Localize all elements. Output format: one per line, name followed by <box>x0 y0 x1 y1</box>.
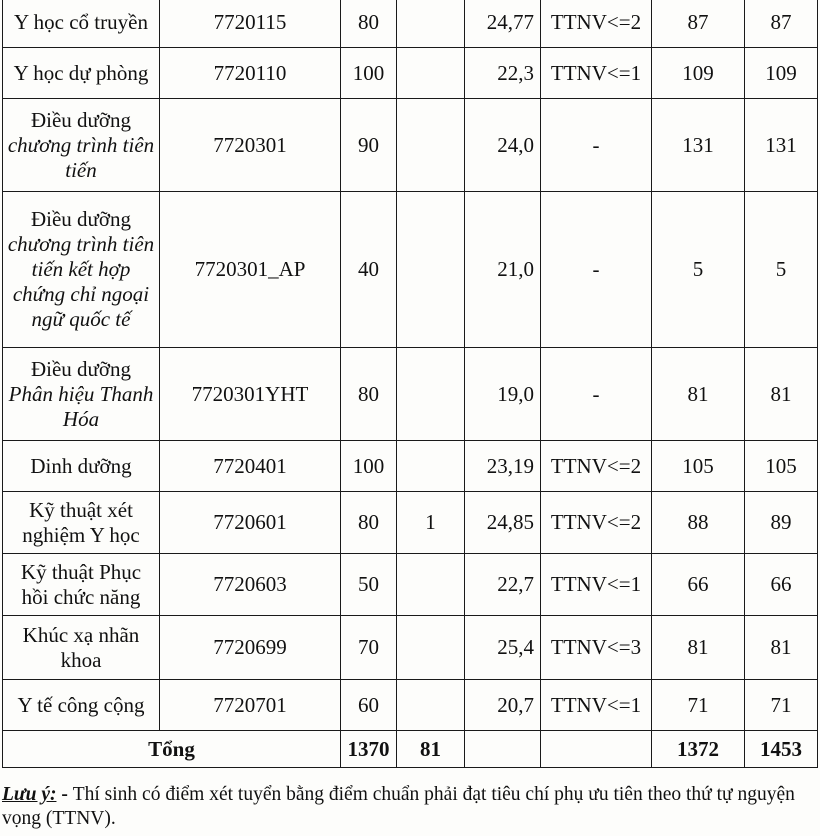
score-cell: 22,7 <box>465 554 541 616</box>
extra-cell <box>397 348 465 441</box>
quota-cell: 80 <box>341 348 397 441</box>
table-row <box>3 441 818 492</box>
criterion-cell: - <box>541 99 652 192</box>
major-code: 7720603 <box>160 554 341 616</box>
admitted-a-cell: 88 <box>652 492 745 554</box>
criterion-cell: TTNV<=1 <box>541 680 652 731</box>
total-label: Tổng <box>3 731 341 768</box>
total-empty-cell <box>541 731 652 768</box>
admitted-b-cell: 5 <box>745 192 818 348</box>
table-row <box>3 99 818 192</box>
quota-cell: 80 <box>341 492 397 554</box>
total-admitted-b: 1453 <box>745 731 818 768</box>
total-quota: 1370 <box>341 731 397 768</box>
admitted-a-cell: 87 <box>652 0 745 48</box>
extra-cell <box>397 99 465 192</box>
admitted-b-cell: 109 <box>745 48 818 99</box>
admitted-b-cell: 81 <box>745 348 818 441</box>
score-cell: 24,85 <box>465 492 541 554</box>
score-cell: 25,4 <box>465 616 541 680</box>
criterion-cell: TTNV<=1 <box>541 48 652 99</box>
major-name: Điều dưỡng chương trình tiên tiến kết hợp chứng chỉ ngoại ngữ quốc tế <box>3 192 160 348</box>
major-code: 7720110 <box>160 48 341 99</box>
table-row <box>3 554 818 616</box>
major-name: Y học dự phòng <box>3 48 160 99</box>
extra-cell <box>397 554 465 616</box>
table-row <box>3 48 818 99</box>
criterion-cell: - <box>541 192 652 348</box>
admission-table <box>2 0 818 768</box>
extra-cell <box>397 0 465 48</box>
table-row <box>3 616 818 680</box>
footnote-dash: - <box>56 784 73 805</box>
score-cell: 21,0 <box>465 192 541 348</box>
admitted-a-cell: 66 <box>652 554 745 616</box>
table-row <box>3 348 818 441</box>
admitted-a-cell: 81 <box>652 616 745 680</box>
criterion-cell: TTNV<=1 <box>541 554 652 616</box>
table-row <box>3 192 818 348</box>
quota-cell: 60 <box>341 680 397 731</box>
table-row <box>3 492 818 554</box>
quota-cell: 50 <box>341 554 397 616</box>
major-name: Y học cổ truyền <box>3 0 160 48</box>
quota-cell: 90 <box>341 99 397 192</box>
major-code: 7720701 <box>160 680 341 731</box>
score-cell: 19,0 <box>465 348 541 441</box>
total-row <box>3 731 818 768</box>
major-code: 7720601 <box>160 492 341 554</box>
admitted-a-cell: 131 <box>652 99 745 192</box>
major-name: Điều dưỡng Phân hiệu Thanh Hóa <box>3 348 160 441</box>
score-cell: 24,0 <box>465 99 541 192</box>
admitted-b-cell: 105 <box>745 441 818 492</box>
extra-cell <box>397 48 465 99</box>
footnote-text: Thí sinh có điểm xét tuyển bằng điểm chuẩn phải đạt tiêu chí phụ ưu tiên theo thứ tự nguyện vọng (TTNV). <box>2 784 795 829</box>
criterion-cell: TTNV<=3 <box>541 616 652 680</box>
criterion-cell: TTNV<=2 <box>541 441 652 492</box>
quota-cell: 40 <box>341 192 397 348</box>
major-name: Khúc xạ nhãn khoa <box>3 616 160 680</box>
total-empty-cell <box>465 731 541 768</box>
quota-cell: 100 <box>341 441 397 492</box>
admitted-b-cell: 87 <box>745 0 818 48</box>
extra-cell: 1 <box>397 492 465 554</box>
score-cell: 22,3 <box>465 48 541 99</box>
admitted-a-cell: 71 <box>652 680 745 731</box>
criterion-cell: TTNV<=2 <box>541 492 652 554</box>
criterion-cell: - <box>541 348 652 441</box>
major-code: 7720401 <box>160 441 341 492</box>
table-row <box>3 680 818 731</box>
quota-cell: 70 <box>341 616 397 680</box>
score-cell: 23,19 <box>465 441 541 492</box>
extra-cell <box>397 192 465 348</box>
table-row <box>3 0 818 48</box>
major-code: 7720115 <box>160 0 341 48</box>
admitted-b-cell: 89 <box>745 492 818 554</box>
quota-cell: 80 <box>341 0 397 48</box>
total-admitted-a: 1372 <box>652 731 745 768</box>
major-code: 7720301YHT <box>160 348 341 441</box>
admitted-a-cell: 105 <box>652 441 745 492</box>
major-name: Kỹ thuật Phục hồi chức năng <box>3 554 160 616</box>
footnote <box>2 783 817 831</box>
extra-cell <box>397 680 465 731</box>
admitted-b-cell: 66 <box>745 554 818 616</box>
extra-cell <box>397 616 465 680</box>
major-name: Điều dưỡng chương trình tiên tiến <box>3 99 160 192</box>
total-extra: 81 <box>397 731 465 768</box>
major-name: Y tế công cộng <box>3 680 160 731</box>
score-cell: 20,7 <box>465 680 541 731</box>
admitted-b-cell: 81 <box>745 616 818 680</box>
extra-cell <box>397 441 465 492</box>
criterion-cell: TTNV<=2 <box>541 0 652 48</box>
major-code: 7720301 <box>160 99 341 192</box>
major-name: Dinh dưỡng <box>3 441 160 492</box>
admitted-b-cell: 131 <box>745 99 818 192</box>
score-cell: 24,77 <box>465 0 541 48</box>
footnote-label: Lưu ý: <box>2 784 57 805</box>
major-code: 7720301_AP <box>160 192 341 348</box>
admitted-b-cell: 71 <box>745 680 818 731</box>
admitted-a-cell: 5 <box>652 192 745 348</box>
major-code: 7720699 <box>160 616 341 680</box>
admitted-a-cell: 81 <box>652 348 745 441</box>
major-name: Kỹ thuật xét nghiệm Y học <box>3 492 160 554</box>
quota-cell: 100 <box>341 48 397 99</box>
admitted-a-cell: 109 <box>652 48 745 99</box>
